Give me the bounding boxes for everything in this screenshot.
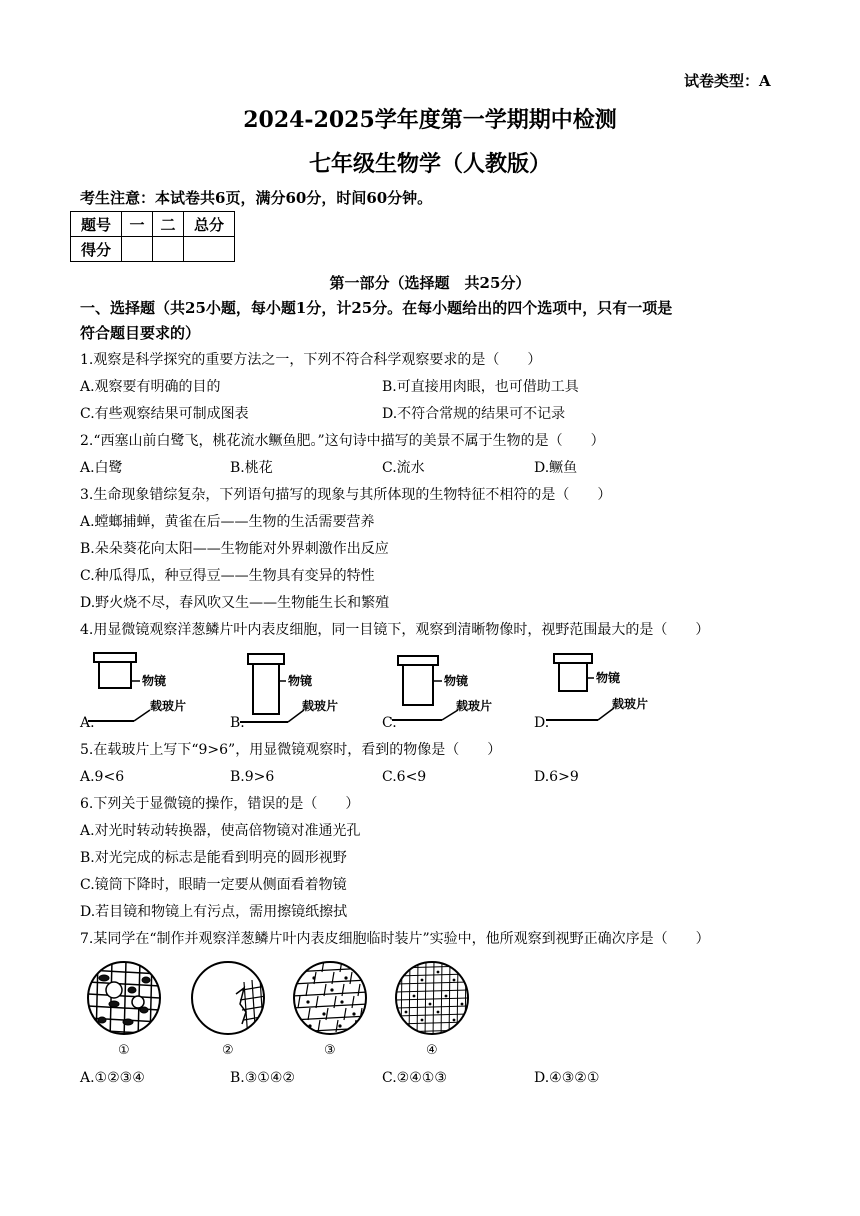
q1-option-a[interactable]: A.观察要有明确的目的 [80, 379, 221, 395]
q6-option-b[interactable]: B.对光完成的标志是能看到明亮的圆形视野 [80, 850, 347, 866]
q5-stem: 5.在载玻片上写下“9>6”，用显微镜观察时，看到的物像是（ ） [80, 742, 502, 758]
section-instruction-2: 符合题目要求的） [80, 324, 201, 342]
q4-figure-b [240, 648, 370, 730]
view-label-2: ② [222, 1043, 234, 1058]
q2-option-d[interactable]: D.鳜鱼 [534, 460, 578, 476]
q5-option-c[interactable]: C.6<9 [382, 769, 427, 785]
score-header-part1: 一 [122, 212, 153, 237]
objective-barrel [253, 664, 279, 714]
exam-notice: 考生注意：本试卷共6页，满分60分，时间60分钟。 [80, 189, 433, 207]
q3-option-b[interactable]: B.朵朵葵花向太阳——生物能对外界刺激作出反应 [80, 541, 389, 557]
q3-stem: 3.生命现象错综复杂，下列语句描写的现象与其所体现的生物特征不相符的是（ ） [80, 487, 612, 503]
q6-option-c[interactable]: C.镜筒下降时，眼睛一定要从侧面看着物镜 [80, 877, 347, 893]
q1-stem: 1.观察是科学探究的重要方法之一，下列不符合科学观察要求的是（ ） [80, 352, 542, 368]
microscope-view-2 [192, 962, 266, 1058]
q5-option-d[interactable]: D.6>9 [534, 769, 579, 785]
q7-option-c[interactable]: C.②④①③ [382, 1070, 447, 1086]
objective-barrel [559, 663, 587, 691]
score-table [70, 211, 235, 262]
q4-stem: 4.用显微镜观察洋葱鳞片叶内表皮细胞，同一目镜下，观察到清晰物像时，视野范围最大的是（ ） [80, 622, 710, 638]
q2-option-c[interactable]: C.流水 [382, 460, 425, 476]
q5-option-a[interactable]: A.9<6 [80, 769, 125, 785]
q4-figure-d [546, 648, 676, 730]
q4-figure-c [392, 648, 522, 730]
objective-barrel [403, 665, 433, 705]
exam-subtitle: 七年级生物学（人教版） [308, 151, 551, 177]
view-label-4: ④ [426, 1043, 438, 1058]
label-slide: 载玻片 [302, 699, 339, 713]
score-cell [184, 237, 235, 262]
q1-option-d[interactable]: D.不符合常规的结果可不记录 [382, 406, 566, 422]
q7-option-a[interactable]: A.①②③④ [80, 1070, 145, 1086]
score-cell [122, 237, 153, 262]
q6-option-a[interactable]: A.对光时转动转换器，使高倍物镜对准通光孔 [80, 823, 361, 839]
label-slide: 载玻片 [612, 697, 649, 711]
part1-title: 第一部分（选择题 共25分） [329, 274, 531, 292]
label-objective: 物镜 [444, 674, 469, 688]
objective-collar [554, 654, 592, 663]
q7-figure [84, 960, 484, 1060]
q1-option-c[interactable]: C.有些观察结果可制成图表 [80, 406, 249, 422]
label-slide: 载玻片 [150, 699, 187, 713]
score-header-total: 总分 [184, 212, 235, 237]
q3-option-d[interactable]: D.野火烧不尽，春风吹又生——生物能生长和繁殖 [80, 595, 390, 611]
label-objective: 物镜 [596, 671, 621, 685]
q7-stem: 7.某同学在“制作并观察洋葱鳞片叶内表皮细胞临时装片”实验中，他所观察到视野正确次序是（ ） [80, 931, 710, 947]
microscope-view-4 [394, 960, 470, 1058]
objective-collar [398, 656, 438, 665]
q4-option-b[interactable]: B. [230, 715, 245, 731]
q7-option-d[interactable]: D.④③②① [534, 1070, 600, 1086]
microscope-view-3 [292, 960, 368, 1058]
score-header-part2: 二 [153, 212, 184, 237]
score-row-label: 得分 [71, 237, 122, 262]
q5-option-b[interactable]: B.9>6 [230, 769, 275, 785]
q3-option-c[interactable]: C.种瓜得瓜，种豆得豆——生物具有变异的特性 [80, 568, 375, 584]
view-label-3: ③ [324, 1043, 336, 1058]
microscope-view-1 [88, 960, 160, 1058]
label-objective: 物镜 [142, 674, 167, 688]
q1-option-b[interactable]: B.可直接用肉眼，也可借助工具 [382, 379, 579, 395]
q4-option-d[interactable]: D. [534, 715, 550, 731]
objective-barrel [99, 662, 131, 688]
q6-stem: 6.下列关于显微镜的操作，错误的是（ ） [80, 796, 360, 812]
q4-option-c[interactable]: C. [382, 715, 397, 731]
q6-option-d[interactable]: D.若目镜和物镜上有污点，需用擦镜纸擦拭 [80, 904, 348, 920]
q4-figure-a [88, 648, 218, 730]
q7-option-b[interactable]: B.③①④② [230, 1070, 295, 1086]
objective-collar [248, 654, 284, 664]
objective-collar [94, 653, 136, 662]
q2-option-b[interactable]: B.桃花 [230, 460, 273, 476]
score-header-label: 题号 [71, 212, 122, 237]
section-instruction-1: 一、选择题（共25小题，每小题1分，计25分。在每小题给出的四个选项中，只有一项是 [80, 299, 673, 317]
exam-title: 2024-2025学年度第一学期期中检测 [243, 107, 617, 133]
q4-option-a[interactable]: A. [80, 715, 95, 731]
q2-stem: 2.“西塞山前白鹭飞，桃花流水鳜鱼肥。”这句诗中描写的美景不属于生物的是（ ） [80, 433, 605, 449]
q2-option-a[interactable]: A.白鹭 [80, 460, 123, 476]
score-cell [153, 237, 184, 262]
label-slide: 载玻片 [456, 699, 493, 713]
view-label-1: ① [118, 1043, 130, 1058]
q3-option-a[interactable]: A.螳螂捕蝉，黄雀在后——生物的生活需要营养 [80, 514, 375, 530]
paper-type: 试卷类型：A [684, 72, 771, 90]
label-objective: 物镜 [288, 674, 313, 688]
